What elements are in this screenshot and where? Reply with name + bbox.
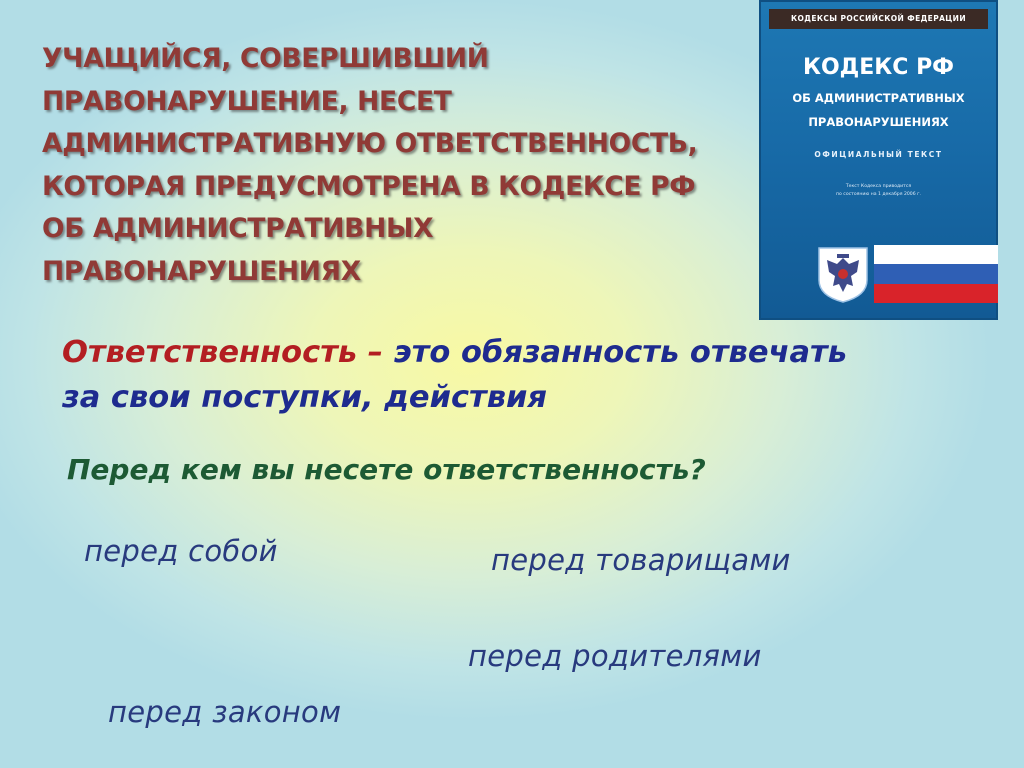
answer-comrades: перед товарищами [491,543,791,577]
russian-flag-icon [874,245,998,303]
question-text: Перед кем вы несете ответственность? [67,453,706,486]
book-series-label: КОДЕКСЫ РОССИЙСКОЙ ФЕДЕРАЦИИ [769,9,988,29]
definition-body: это обязанность отвечать за свои поступки, действия [62,335,847,415]
answer-self: перед собой [84,534,278,568]
book-subtitle: ОБ АДМИНИСТРАТИВНЫХ ПРАВОНАРУШЕНИЯХ [792,91,965,129]
book-edition-note: Текст Кодекса приводится по состоянию на 1 декабря 2006 г. [836,184,921,197]
answer-parents: перед родителями [468,639,762,673]
book-official-text-label: ОФИЦИАЛЬНЫЙ ТЕКСТ [814,150,943,159]
definition-term: Ответственность [62,335,358,370]
coat-of-arms-icon [813,244,873,304]
answer-law: перед законом [108,695,342,729]
slide-headline: УЧАЩИЙСЯ, СОВЕРШИВШИЙ ПРАВОНАРУШЕНИЕ, НЕСЕТ АДМИНИСТРАТИВНУЮ ОТВЕТСТВЕННОСТЬ, КОТОРАЯ ПРЕДУСМОТРЕНА В КОДЕКСЕ РФ ОБ АДМИНИСТРАТИВНЫХ ПРАВОНАРУШЕНИЯХ [42,43,698,287]
code-book-cover [759,0,998,320]
definition-text [62,330,892,420]
book-title: КОДЕКС РФ [802,55,955,80]
definition-dash: – [367,335,384,370]
